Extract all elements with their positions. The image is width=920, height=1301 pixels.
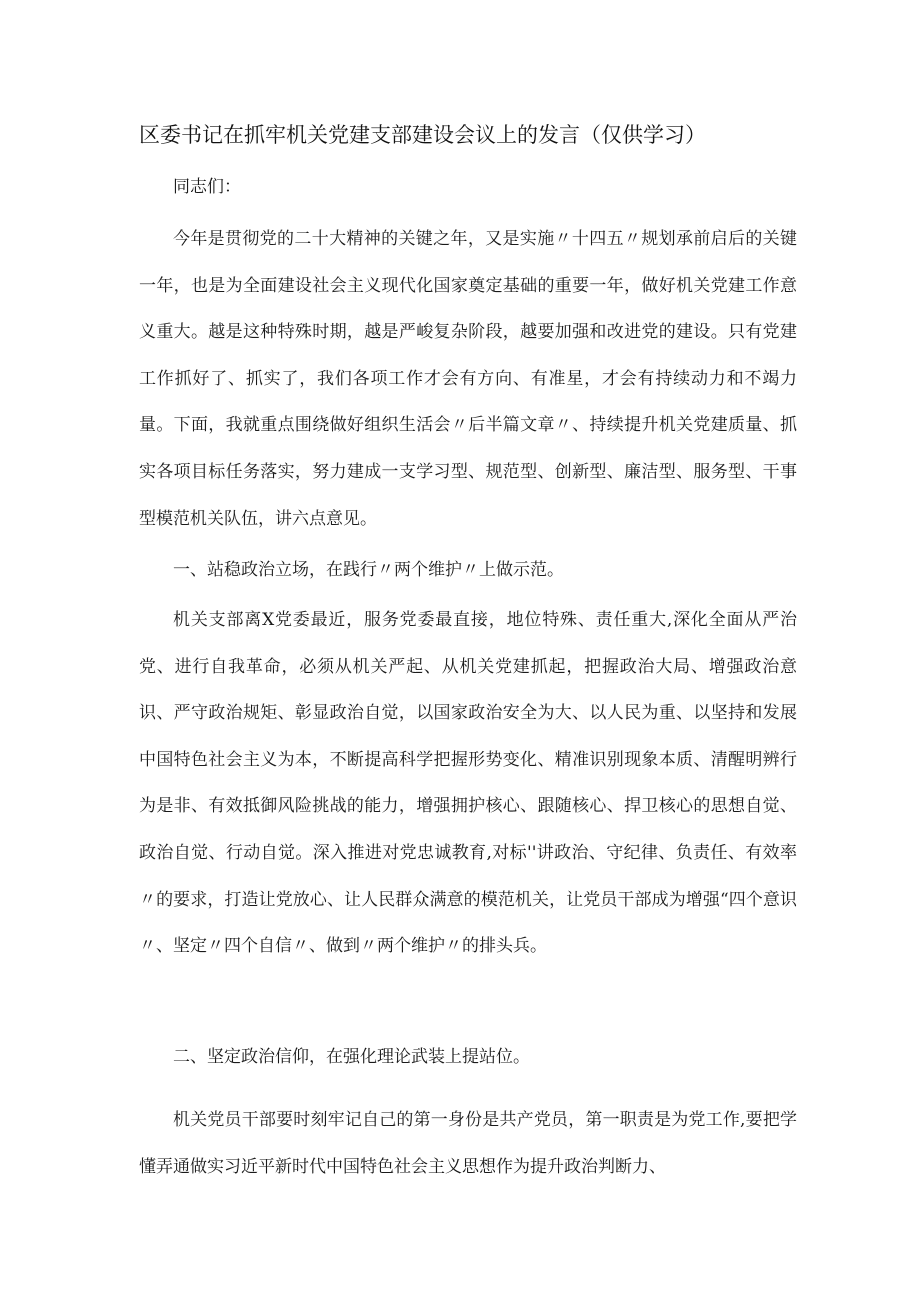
salutation: 同志们： — [173, 177, 241, 197]
section-1-paragraph: 机关支部离X党委最近，服务党委最直接，地位特殊、责任重大,深化全面从严治党、进行自我革命，必须从机关严起、从机关党建抓起，把握政治大局、增强政治意识、严守政治规矩、彰显政治自觉，以国家政治安全为大、以人民为重、以坚持和发展中国特色社会主义为本，不断提高科学把握形势变化、精准识别现象本质、清醒明辨行为是非、有效抵御风险挑战的能力，增强拥护核心、跟随核心、捍卫核心的思想自觉、政治自觉、行动自觉。深入推进对党忠诚教育,对标''讲政治、守纪律、负责任、有效率〃的要求，打造让党放心、让人民群众满意的模范机关，让党员干部成为增强“四个意识〃、坚定〃四个自信〃、做到〃两个维护〃的排头兵。 — [139, 610, 797, 957]
section-2-paragraph: 机关党员干部要时刻牢记自己的第一身份是共产党员，第一职责是为党工作,要把学懂弄通做实习近平新时代中国特色社会主义思想作为提升政治判断力、 — [139, 1110, 797, 1177]
section-1-heading: 一、站稳政治立场，在践行〃两个维护〃上做示范。 — [173, 560, 564, 580]
intro-paragraph: 今年是贯彻党的二十大精神的关键之年，又是实施〃十四五〃规划承前启后的关键一年，也是为全面建设社会主义现代化国家奠定基础的重要一年，做好机关党建工作意义重大。越是这种特殊时期，越是严峻复杂阶段，越要加强和改进党的建设。只有党建工作抓好了、抓实了，我们各项工作才会有方向、有准星，才会有持续动力和不竭力量。下面，我就重点围绕做好组织生活会〃后半篇文章〃、持续提升机关党建质量、抓实各项目标任务落实，努力建成一支学习型、规范型、创新型、廉洁型、服务型、干事型模范机关队伍，讲六点意见。 — [139, 229, 797, 529]
document-title: 区委书记在抓牢机关党建支部建设会议上的发言（仅供学习） — [139, 123, 706, 147]
section-2-heading: 二、坚定政治信仰，在强化理论武装上提站位。 — [173, 1047, 530, 1067]
